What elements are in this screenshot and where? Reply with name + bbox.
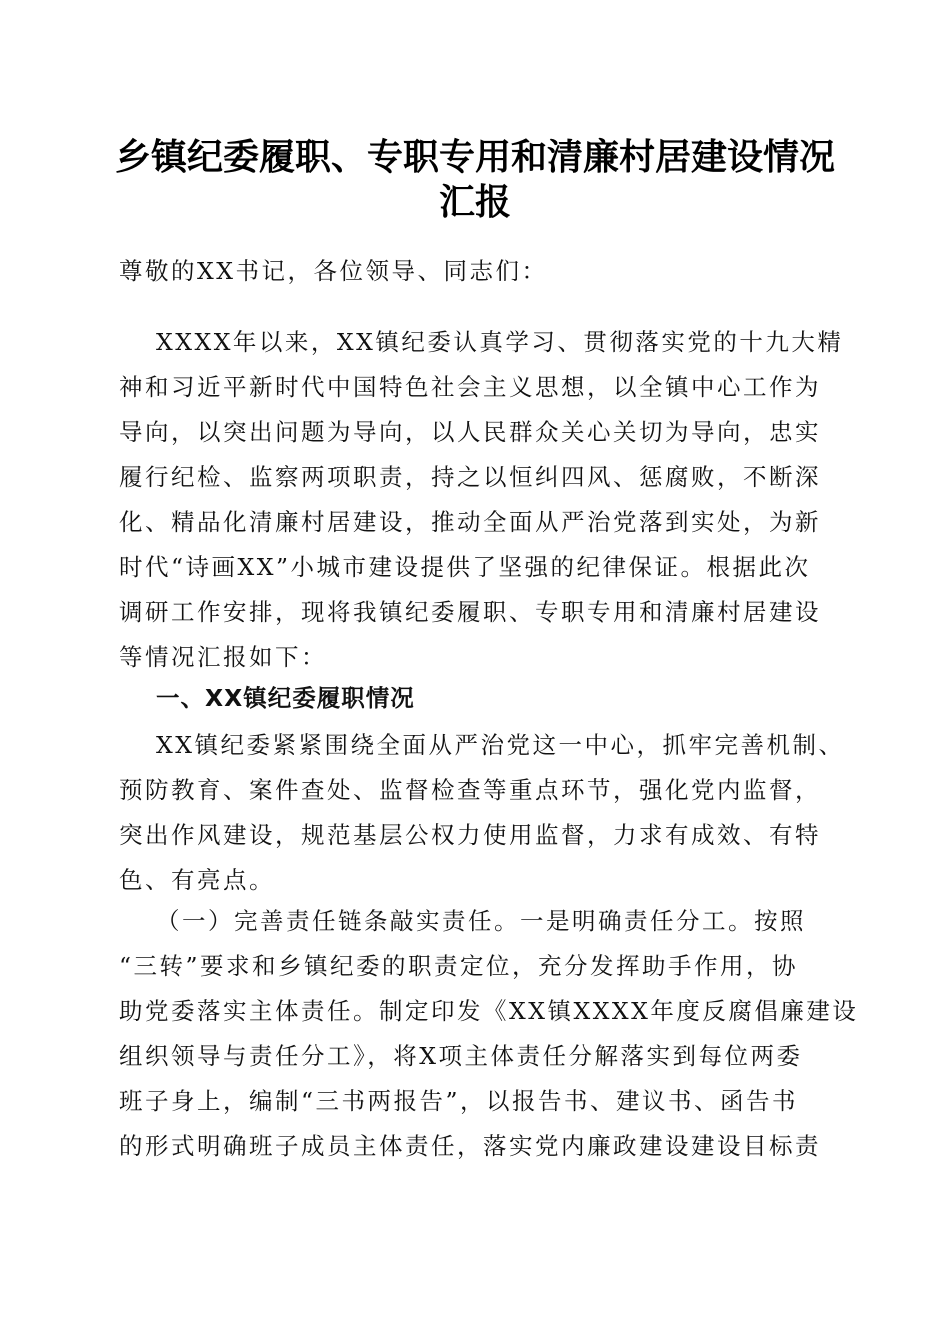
intro-line: 时代“诗画XX”小城市建设提供了坚强的纪律保证。根据此次 bbox=[119, 553, 811, 581]
document-title-line-1: 乡镇纪委履职、专职专用和清廉村居建设情况 bbox=[114, 137, 835, 178]
intro-line: 神和习近平新时代中国特色社会主义思想，以全镇中心工作为 bbox=[119, 373, 821, 401]
section1-line: 突出作风建设，规范基层公权力使用监督，力求有成效、有特 bbox=[119, 821, 821, 849]
subsection1-line: 的形式明确班子成员主体责任，落实党内廉政建设建设目标责 bbox=[119, 1132, 821, 1160]
subsection1-line: 组织领导与责任分工》，将X项主体责任分解落实到每位两委 bbox=[119, 1042, 803, 1070]
intro-line: XXXX年以来，XX镇纪委认真学习、贯彻落实党的十九大精 bbox=[156, 328, 844, 356]
section1-line: XX镇纪委紧紧围绕全面从严治党这一中心，抓牢完善机制、 bbox=[156, 731, 845, 759]
subsection1-line: 班子身上，编制“三书两报告”，以报告书、建议书、函告书 bbox=[119, 1087, 799, 1115]
intro-line: 等情况汇报如下： bbox=[119, 643, 327, 671]
section1-line: 预防教育、案件查处、监督检查等重点环节，强化党内监督， bbox=[119, 776, 821, 804]
intro-line: 调研工作安排，现将我镇纪委履职、专职专用和清廉村居建设 bbox=[119, 598, 821, 626]
subsection1-line: （一）完善责任链条敲实责任。一是明确责任分工。按照 bbox=[156, 907, 806, 935]
intro-line: 导向，以突出问题为导向，以人民群众关心关切为导向，忠实 bbox=[119, 418, 821, 446]
intro-line: 化、精品化清廉村居建设，推动全面从严治党落到实处，为新 bbox=[119, 508, 821, 536]
section1-line: 色、有亮点。 bbox=[119, 866, 275, 894]
document-title-line-2: 汇报 bbox=[438, 182, 511, 223]
intro-line: 履行纪检、监察两项职责，持之以恒纠四风、惩腐败，不断深 bbox=[119, 463, 821, 491]
section-heading: 一、XX镇纪委履职情况 bbox=[156, 684, 415, 712]
subsection1-line: 助党委落实主体责任。制定印发《XX镇XXXX年度反腐倡廉建设 bbox=[119, 997, 859, 1025]
subsection1-line: “三转”要求和乡镇纪委的职责定位，充分发挥助手作用，协 bbox=[119, 952, 799, 980]
salutation: 尊敬的XX书记，各位领导、同志们： bbox=[119, 257, 548, 285]
